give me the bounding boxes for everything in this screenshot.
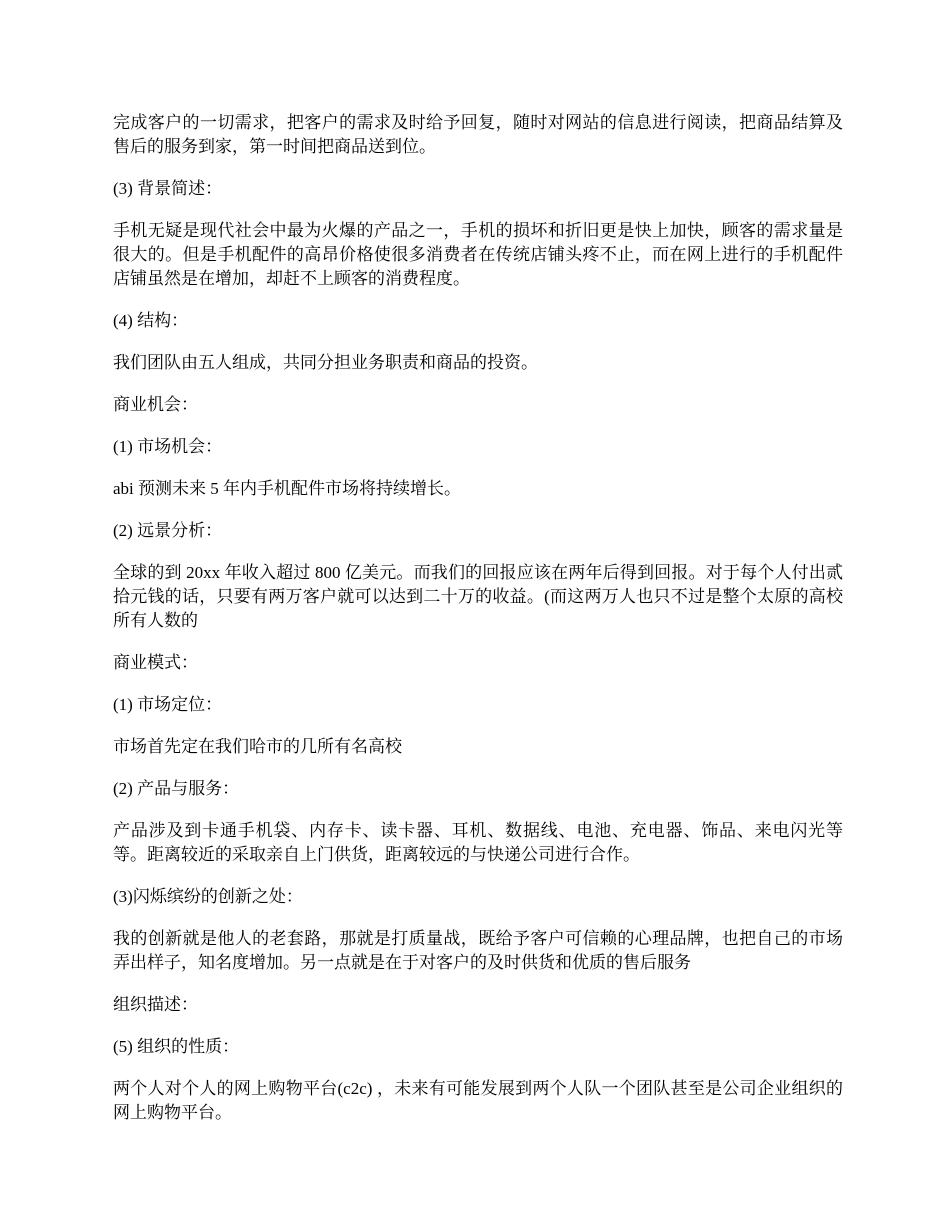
- paragraph-innovation: 我的创新就是他人的老套路，那就是打质量战，既给予客户可信赖的心理品牌，也把自己的市场弄出样子，知名度增加。另一点就是在于对客户的及时供货和优质的售后服务: [113, 929, 843, 972]
- heading-products-services: (2) 产品与服务：: [113, 779, 240, 798]
- heading-organization-description: 组织描述：: [113, 995, 198, 1014]
- heading-market-positioning: (1) 市场定位：: [113, 695, 223, 714]
- document-body: [113, 111, 843, 1143]
- heading-innovation: (3)闪烁缤纷的创新之处：: [113, 887, 303, 906]
- paragraph-vision-analysis: 全球的到 20xx 年收入超过 800 亿美元。而我们的回报应该在两年后得到回报。对于每个人付出贰拾元钱的话，只要有两万客户就可以达到二十万的收益。(而这两万人也只不过是整个太原的高校所有人数的: [113, 563, 843, 630]
- heading-vision-analysis: (2) 远景分析：: [113, 521, 223, 540]
- heading-business-opportunity: 商业机会：: [113, 395, 198, 414]
- paragraph-structure: 我们团队由五人组成，共同分担业务职责和商品的投资。: [113, 353, 538, 372]
- paragraph-market-positioning: 市场首先定在我们哈市的几所有名高校: [113, 737, 402, 756]
- paragraph-products-services: 产品涉及到卡通手机袋、内存卡、读卡器、耳机、数据线、电池、充电器、饰品、来电闪光等等。距离较近的采取亲自上门供货，距离较远的与快递公司进行合作。: [113, 821, 843, 864]
- heading-organization-nature: (5) 组织的性质：: [113, 1037, 240, 1056]
- paragraph-background: 手机无疑是现代社会中最为火爆的产品之一，手机的损坏和折旧更是快上加快，顾客的需求量是很大的。但是手机配件的高昂价格使很多消费者在传统店铺头疼不止，而在网上进行的手机配件店铺虽然是在增加，却赶不上顾客的消费程度。: [113, 221, 843, 288]
- heading-background: (3) 背景简述：: [113, 179, 223, 198]
- paragraph-organization-nature: 两个人对个人的网上购物平台(c2c) ，未来有可能发展到两个人队一个团队甚至是公司企业组织的网上购物平台。: [113, 1079, 843, 1122]
- paragraph-market-opportunity: abi 预测未来 5 年内手机配件市场将持续增长。: [113, 479, 462, 498]
- heading-market-opportunity: (1) 市场机会：: [113, 437, 223, 456]
- heading-structure: (4) 结构：: [113, 311, 189, 330]
- heading-business-model: 商业模式：: [113, 653, 198, 672]
- paragraph-service-promise: 完成客户的一切需求，把客户的需求及时给予回复，随时对网站的信息进行阅读，把商品结算及售后的服务到家，第一时间把商品送到位。: [113, 113, 843, 156]
